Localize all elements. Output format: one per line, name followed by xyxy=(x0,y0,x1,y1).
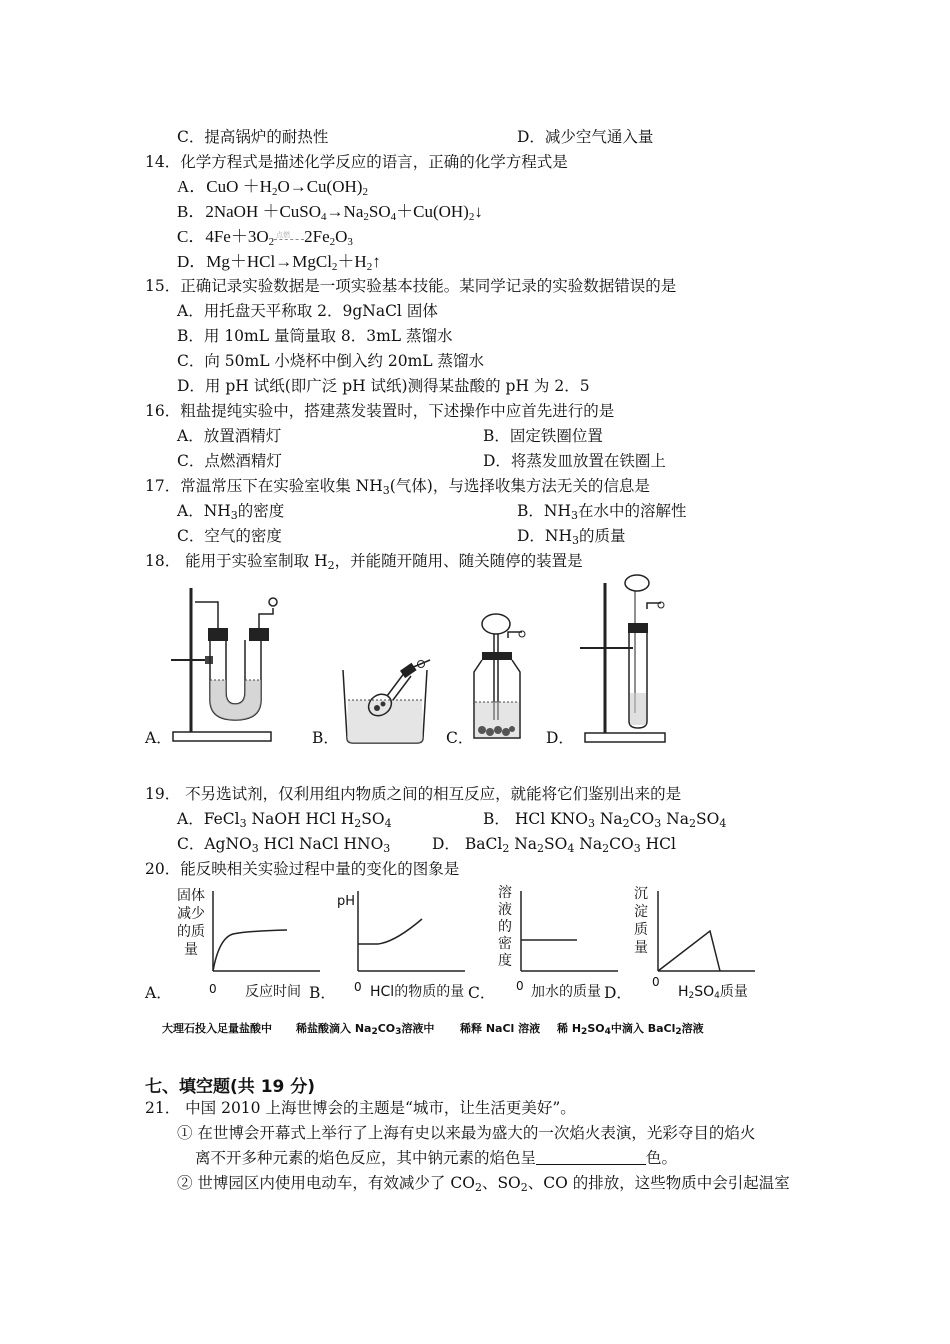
q17-option-a: A．$NH_3$的密度 xyxy=(177,502,285,522)
graph-a-caption: 大理石投入足量盐酸中 xyxy=(162,1022,272,1035)
graph-c-plot xyxy=(513,886,623,976)
q14-stem: 14．化学方程式是描述化学反应的语言，正确的化学方程式是 xyxy=(145,153,568,171)
apparatus-c-bottle xyxy=(468,610,538,745)
graph-d-ylabel: 沉 淀 质 量 xyxy=(634,886,648,956)
reaction-arrow xyxy=(274,231,304,245)
graph-c-origin: 0 xyxy=(516,979,524,993)
q15-stem: 15．正确记录实验数据是一项实验基本技能。某同学记录的实验数据错误的是 xyxy=(145,277,677,295)
apparatus-b-beaker xyxy=(335,640,445,745)
answer-blank[interactable] xyxy=(536,1150,646,1165)
graph-b-ylabel: pH xyxy=(337,894,356,909)
graph-a-plot xyxy=(205,886,325,976)
q20-stem: 20．能反映相关实验过程中量的变化的图象是 xyxy=(145,860,460,878)
graph-d-letter: D． xyxy=(604,984,632,1002)
q17-stem: 17．常温常压下在实验室收集 $NH_3$(气体)，与选择收集方法无关的信息是 xyxy=(145,477,650,497)
q19-option-c: C．AgNO$_3$ HCl NaCl $HNO_3$ xyxy=(177,835,391,855)
q21-item1-line2: 离不开多种元素的焰色反应，其中钠元素的焰色呈 色。 xyxy=(195,1149,678,1167)
q19-option-a: A．FeCl$_3$ NaOH HCl $H_2SO_4$ xyxy=(177,810,392,830)
q16-option-d: D．将蒸发皿放置在铁圈上 xyxy=(483,452,666,470)
apparatus-d-label: D． xyxy=(546,729,574,747)
q21-item1-line1: ① 在世博会开幕式上举行了上海有史以来最为盛大的一次焰火表演，光彩夺目的焰火 xyxy=(177,1124,756,1142)
graph-b-caption: 稀盐酸滴入 Na2CO3溶液中 xyxy=(296,1022,435,1037)
apparatus-b-label: B． xyxy=(312,729,339,747)
graph-b-plot xyxy=(350,886,470,976)
q13-option-c: C．提高锅炉的耐热性 xyxy=(177,128,329,146)
graph-b-xlabel: HCl的物质的量 xyxy=(370,984,465,1000)
q17-option-b: B．$NH_3$在水中的溶解性 xyxy=(517,502,687,522)
graph-a-origin: 0 xyxy=(209,982,217,996)
graph-a-ylabel: 固体 减少 的质 量 xyxy=(177,888,205,958)
q14-option-c: C．$4Fe+3O_2$ 点燃 $2Fe_2O_3$ xyxy=(177,227,353,248)
apparatus-d-test-tube xyxy=(575,573,675,745)
reaction-condition: 点燃 xyxy=(276,231,291,240)
graph-a-xlabel: 反应时间 xyxy=(245,984,301,1000)
graph-b-letter: B． xyxy=(309,984,336,1002)
graph-d-curve xyxy=(658,931,720,971)
q15-option-b: B．用 10mL 量筒量取 8．3mL 蒸馏水 xyxy=(177,327,453,345)
apparatus-c-label: C． xyxy=(446,729,474,747)
q14-option-a: A．CuO $+H_2O\to Cu(OH)_2$ xyxy=(177,177,368,198)
q17-option-d: D．$NH_3$的质量 xyxy=(517,527,626,547)
graph-d-origin: 0 xyxy=(652,975,660,989)
graph-a-curve xyxy=(213,930,287,971)
graph-c-caption: 稀释 NaCl 溶液 xyxy=(460,1022,541,1035)
graph-c-xlabel: 加水的质量 xyxy=(531,984,601,1000)
graph-b-curve xyxy=(358,919,422,944)
q17-option-c: C．空气的密度 xyxy=(177,527,282,545)
q15-option-d: D．用 pH 试纸(即广泛 pH 试纸)测得某盐酸的 pH 为 2．5 xyxy=(177,377,590,395)
q18-stem: 18． 能用于实验室制取 $H_2$，并能随开随用、随关随停的装置是 xyxy=(145,552,583,572)
q16-option-c: C．点燃酒精灯 xyxy=(177,452,282,470)
graph-d-plot xyxy=(650,886,760,976)
graph-c-ylabel: 溶 液 的 密 度 xyxy=(498,885,512,969)
q15-option-c: C．向 50mL 小烧杯中倒入约 20mL 蒸馏水 xyxy=(177,352,484,370)
apparatus-a-label: A． xyxy=(145,729,172,747)
q16-option-b: B．固定铁圈位置 xyxy=(483,427,603,445)
q19-option-b: B． HCl $KNO_3$ $Na_2CO_3$ $Na_2SO_4$ xyxy=(483,810,727,830)
graph-a-letter: A． xyxy=(145,984,172,1002)
q19-stem: 19． 不另选试剂，仅利用组内物质之间的相互反应，就能将它们鉴别出来的是 xyxy=(145,785,682,803)
q21-item2: ② 世博园区内使用电动车，有效减少了 $CO_2$、$SO_2$、CO 的排放，这些物质中会引起温室 xyxy=(177,1174,790,1194)
q16-stem: 16．粗盐提纯实验中，搭建蒸发装置时，下述操作中应首先进行的是 xyxy=(145,402,615,420)
q19-option-d: D． BaCl$_2$ $Na_2SO_4$ $Na_2CO_3$ HCl xyxy=(432,835,676,855)
q16-option-a: A．放置酒精灯 xyxy=(177,427,282,445)
graph-d-caption: 稀 H2SO4中滴入 BaCl2溶液 xyxy=(557,1022,704,1037)
q15-option-a: A．用托盘天平称取 2．9gNaCl 固体 xyxy=(177,302,438,320)
q14-option-b: B．2NaOH $+CuSO_4\to Na_2SO_4+Cu(OH)_2↓$ xyxy=(177,202,483,223)
q13-option-d: D．减少空气通入量 xyxy=(517,128,654,146)
apparatus-a-u-tube xyxy=(165,580,280,745)
graph-b-origin: 0 xyxy=(354,980,362,994)
graph-d-xlabel: H2SO4质量 xyxy=(678,984,748,1001)
section-title: 七、填空题(共 19 分) xyxy=(145,1077,316,1097)
q21-stem: 21． 中国 2010 上海世博会的主题是“城市，让生活更美好”。 xyxy=(145,1099,576,1117)
q14-option-d: D．$Mg+HCl\to MgCl_2+H_2↑$ xyxy=(177,252,381,273)
graph-c-letter: C． xyxy=(468,984,496,1002)
